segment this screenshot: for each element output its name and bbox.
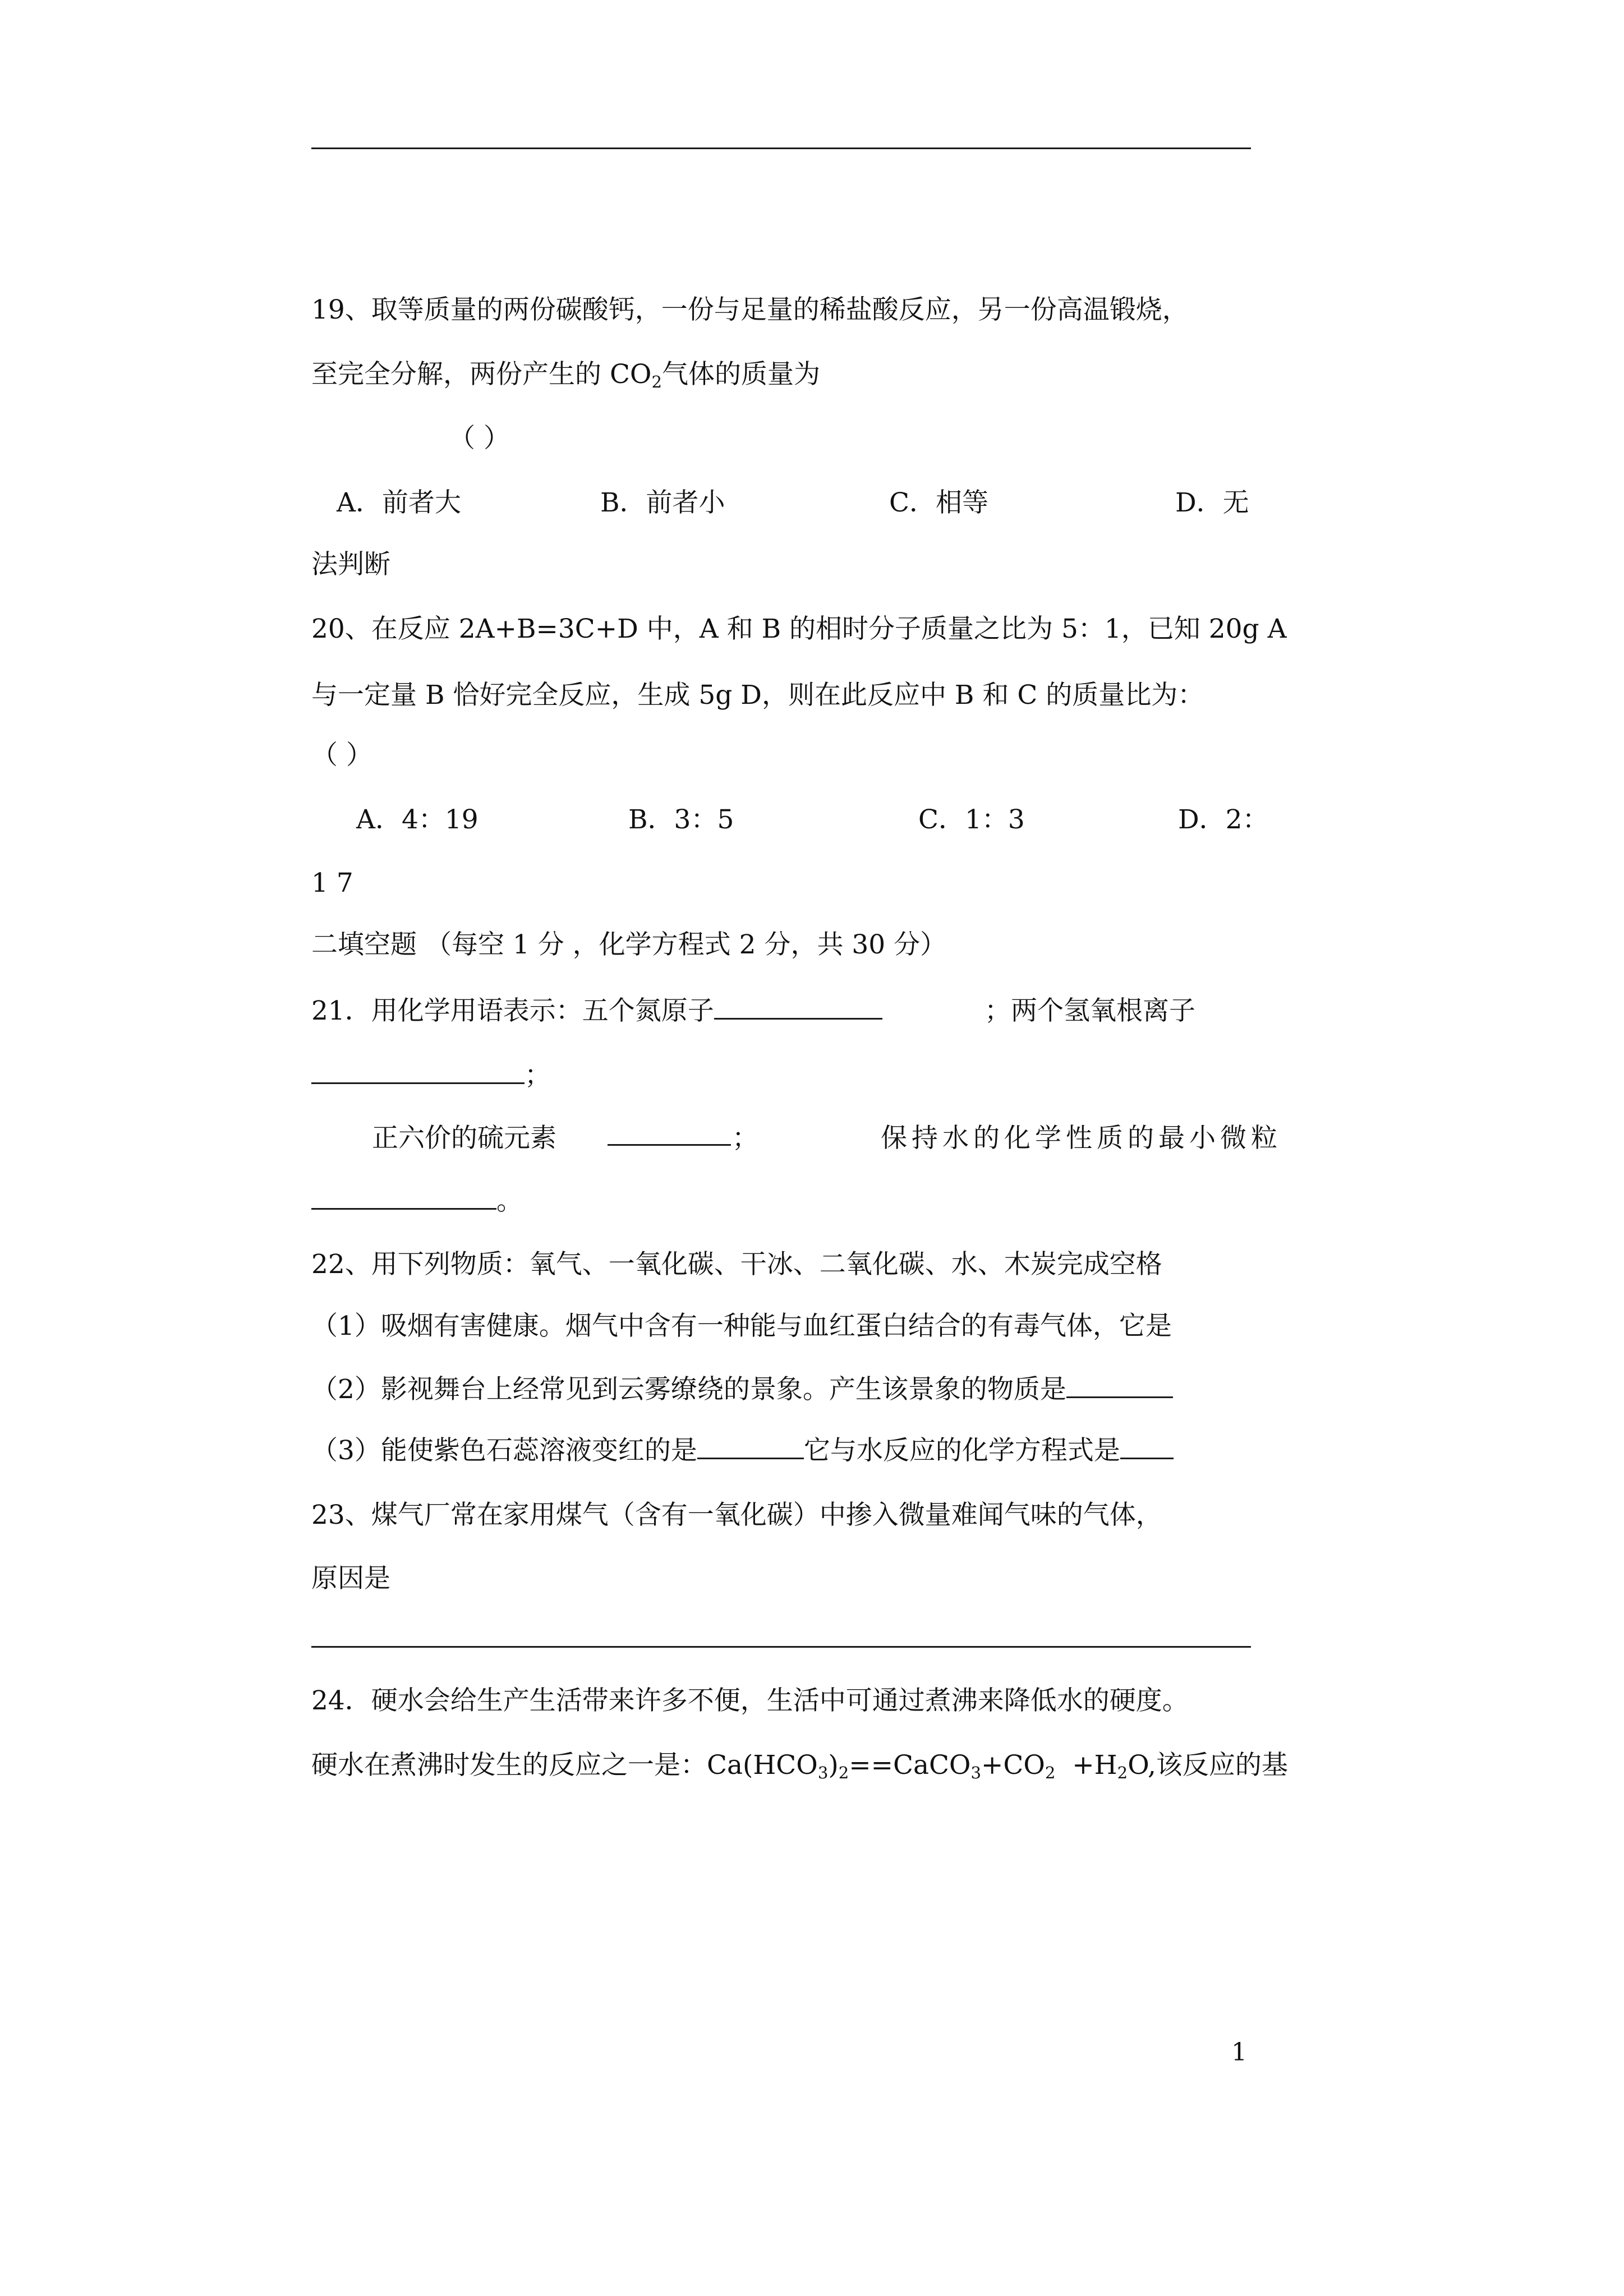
q19-options — [311, 481, 1251, 525]
q22-blank-2[interactable] — [1066, 1374, 1173, 1398]
q22-sub1: （1）吸烟有害健康。烟气中含有一种能与血红蛋白结合的有毒气体，它是 — [311, 1311, 1172, 1341]
q20-option-c: C．1：3 — [918, 804, 1025, 835]
q20-options — [311, 797, 1269, 842]
q19-option-c: C．相等 — [889, 487, 988, 518]
q20-option-wrap: 1 7 — [311, 868, 353, 898]
q23-line2: 原因是 — [311, 1563, 390, 1594]
q22-blank-3b[interactable] — [1120, 1435, 1174, 1459]
q19-line1: 19、取等质量的两份碳酸钙，一份与足量的稀盐酸反应，另一份高温锻烧， — [311, 294, 1189, 325]
q20-line2: 与一定量 B 恰好完全反应，生成 5g D，则在此反应中 B 和 C 的质量比为： — [311, 680, 1204, 711]
q21-blank-1[interactable] — [714, 995, 882, 1020]
q22-line1: 22、用下列物质：氧气、一氧化碳、干冰、二氧化碳、水、木炭完成空格 — [311, 1249, 1162, 1280]
q19-answer-paren: （ ） — [449, 423, 510, 454]
q21-blank-4[interactable] — [311, 1186, 496, 1210]
q21-line4: 。 — [311, 1179, 1251, 1224]
q22-sub3: （3）能使紫色石蕊溶液变红的是 它与水反应的化学方程式是 — [311, 1428, 1251, 1473]
q23-line1: 23、煤气厂常在家用煤气（含有一氧化碳）中掺入微量难闻气味的气体， — [311, 1500, 1162, 1530]
q20-line1: 20、在反应 2A+B=3C+D 中，A 和 B 的相时分子质量之比为 5：1，已知 20g A — [311, 614, 1287, 644]
q21-line2: ； — [311, 1053, 1251, 1098]
q19-line2: 至完全分解，两份产生的 $CO_2$气体的质量为 — [311, 359, 820, 392]
q19-option-b: B．前者小 — [600, 487, 725, 518]
q19-option-wrap: 法判断 — [311, 549, 390, 580]
q20-option-a: A．4：19 — [356, 804, 479, 835]
q20-option-d: D．2： — [1178, 804, 1269, 835]
section-two-heading: 二填空题 （每空 1 分 ，化学方程式 2 分，共 30 分） — [311, 929, 947, 960]
q21-blank-3[interactable] — [608, 1122, 731, 1146]
q21-line3: 正六价的硫元素 ； 保持水的化学性质的最小微粒 — [372, 1123, 1282, 1154]
q20-answer-paren: （ ） — [311, 740, 372, 771]
q19-option-d: D．无 — [1175, 487, 1249, 518]
q19-option-a: A．前者大 — [337, 487, 461, 518]
q23-answer-line[interactable] — [311, 1646, 1251, 1648]
q24-line2: 硬水在煮沸时发生的反应之一是：$Ca(HCO_3)_2==CaCO_3+CO_2 +H_2O$,该反应的基 — [311, 1750, 1288, 1783]
page-number: 1 — [1231, 2038, 1247, 2067]
q22-blank-3a[interactable] — [697, 1435, 804, 1459]
q21-blank-2[interactable] — [311, 1060, 525, 1084]
q21-line1: 21．用化学用语表示：五个氮原子 ；两个氢氧根离子 — [311, 995, 1195, 1026]
q20-option-b: B．3：5 — [628, 804, 734, 835]
q22-sub2: （2）影视舞台上经常见到云雾缭绕的景象。产生该景象的物质是 — [311, 1367, 1251, 1412]
q24-line1: 24．硬水会给生产生活带来许多不便，生活中可通过煮沸来降低水的硬度。 — [311, 1685, 1189, 1716]
header-rule — [311, 147, 1251, 149]
